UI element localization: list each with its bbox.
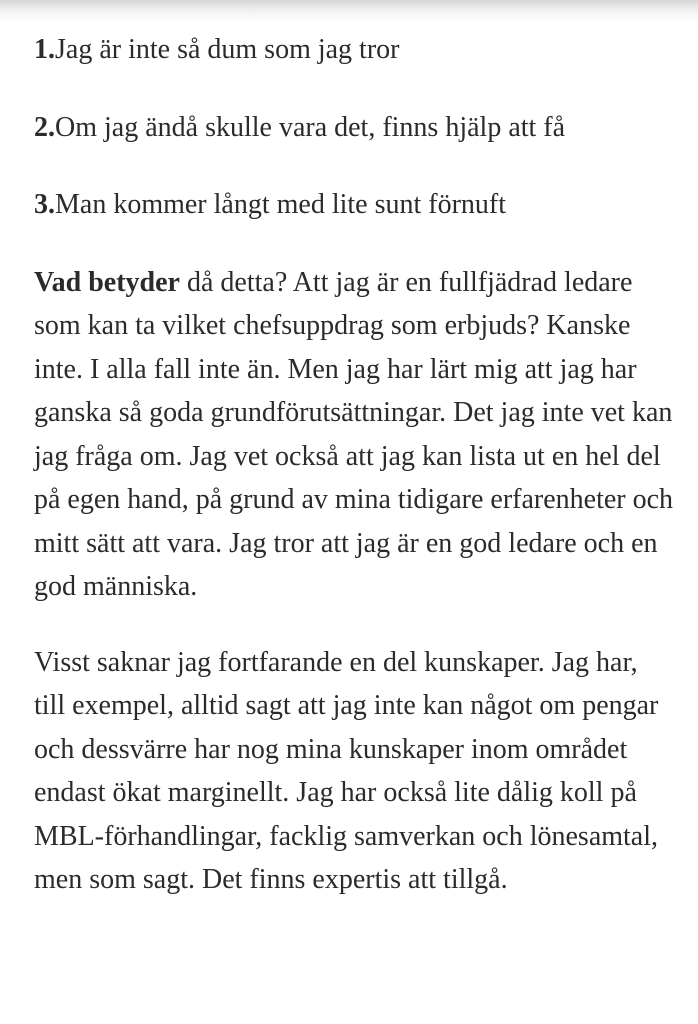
list-number: 2. — [34, 111, 55, 143]
list-text: Man kommer långt med lite sunt förnuft — [55, 189, 507, 220]
paragraph: Visst saknar jag fortfarande en del kunskaper. Jag har, till exempel, alltid sagt att jag inte kan något om pengar och dessvärre har nog mina kunskaper inom området endast ökat marginellt. Jag har också lite dålig koll på MBL-förhandlingar, facklig samverkan och lönesamtal, men som sagt. Det finns expertis att tillgå. — [34, 646, 659, 895]
paragraph-lead: Vad betyder — [34, 266, 180, 298]
list-item — [34, 106, 674, 150]
list-text: Om jag ändå skulle vara det, finns hjälp att få — [55, 111, 566, 143]
list-item — [34, 28, 674, 72]
list-number: 1. — [34, 34, 55, 65]
article-body — [34, 28, 674, 934]
paragraph-text: då detta? Att jag är en fullfjädrad ledare som kan ta vilket chefsuppdrag som erbjuds? Kanske inte. I alla fall inte än. Men jag har lärt mig att jag har ganska så goda grundförutsättningar. Det jag inte vet kan jag fråga om. Jag vet också att jag kan lista ut en hel del på egen hand, på grund av mina tidigare erfarenheter och mitt sätt att vara. Jag tror att jag är en god ledare och en god människa. — [34, 266, 674, 602]
paragraph — [34, 261, 674, 609]
top-shadow — [0, 0, 698, 22]
list-item — [34, 183, 674, 227]
list-number: 3. — [34, 189, 55, 220]
list-text: Jag är inte så dum som jag tror — [55, 34, 400, 65]
